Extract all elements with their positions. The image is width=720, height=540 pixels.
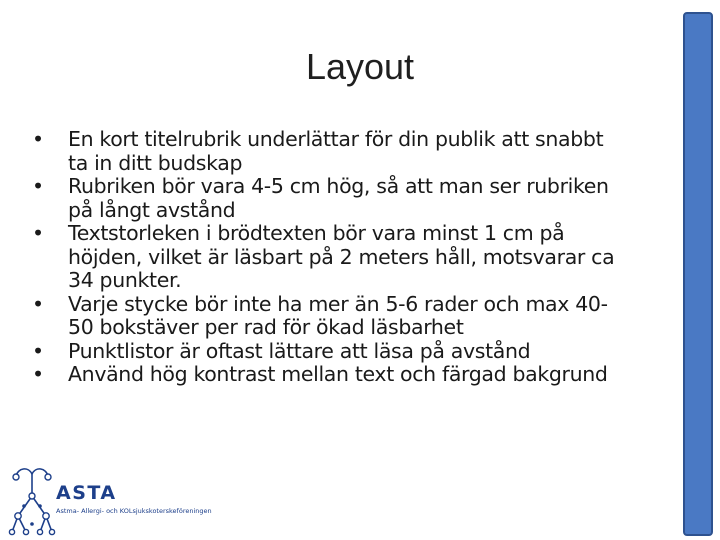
decorative-side-bar [683, 12, 713, 536]
bullet-line: Rubriken bör vara 4-5 cm hög, så att man ser rubriken [68, 174, 609, 198]
bullet-line: Använd hög kontrast mellan text och färgad bakgrund [68, 362, 608, 386]
bullet-list [32, 128, 682, 387]
bullet-item [32, 363, 682, 387]
bullet-line: på långt avstånd [68, 197, 236, 222]
bullet-dot: • [32, 362, 44, 386]
bullet-line: ta in ditt budskap [68, 150, 243, 175]
bullet-line: Varje stycke bör inte ha mer än 5-6 rader och max 40- [68, 291, 608, 316]
logo-name: ASTA [56, 482, 117, 504]
bullet-line: höjden, vilket är läsbart på 2 meters håll, motsvarar ca [68, 244, 615, 269]
bullet-item [32, 340, 682, 364]
bullet-item [32, 293, 682, 340]
bullet-dot: • [32, 127, 44, 151]
bullet-item [32, 128, 682, 175]
logo-subtitle: Astma- Allergi- och KOLsjukskoterskeföreningen [56, 507, 212, 515]
bullet-line: En kort titelrubrik underlättar för din publik att snabbt [68, 127, 604, 151]
bullet-item [32, 222, 682, 293]
bullet-dot: • [32, 174, 44, 198]
bullet-line: Textstorleken i brödtexten bör vara minst 1 cm på [68, 221, 565, 245]
bullet-item [32, 175, 682, 222]
bullet-dot: • [32, 221, 44, 245]
bullet-dot: • [32, 291, 44, 316]
bullet-line: 50 bokstäver per rad för ökad läsbarhet [68, 315, 464, 339]
bullet-line: 34 punkter. [68, 268, 182, 292]
bullet-line: Punktlistor är oftast lättare att läsa på avstånd [68, 338, 531, 363]
bullet-dot: • [32, 338, 44, 363]
slide-title: Layout [305, 46, 415, 87]
